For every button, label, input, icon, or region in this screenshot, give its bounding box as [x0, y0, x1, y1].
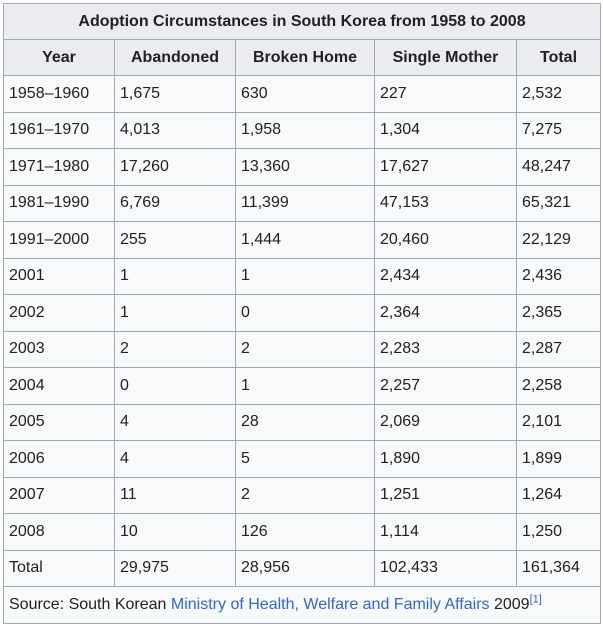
- source-year: 2009: [489, 596, 530, 613]
- cell-broken-home: 28,956: [236, 550, 375, 587]
- citation-link[interactable]: [1]: [529, 593, 542, 606]
- cell-total: 2,532: [517, 76, 601, 113]
- cell-total: 7,275: [517, 112, 601, 149]
- cell-single-mother: 1,251: [375, 477, 517, 514]
- table-row: [4, 76, 601, 113]
- source-note: [4, 587, 601, 624]
- table-row: [4, 514, 601, 551]
- cell-total: 65,321: [517, 185, 601, 222]
- cell-year: 1961–1970: [4, 112, 115, 149]
- cell-abandoned: 0: [115, 368, 236, 405]
- citation-superscript: [530, 594, 542, 606]
- table-row: [4, 258, 601, 295]
- column-header-abandoned: Abandoned: [115, 40, 236, 76]
- cell-year: 2004: [4, 368, 115, 405]
- cell-abandoned: 1: [115, 258, 236, 295]
- table-row: [4, 112, 601, 149]
- table-row: [4, 477, 601, 514]
- cell-abandoned: 1,675: [115, 76, 236, 113]
- cell-year: 2008: [4, 514, 115, 551]
- cell-single-mother: 1,304: [375, 112, 517, 149]
- table-row: [4, 441, 601, 478]
- cell-year: Total: [4, 550, 115, 587]
- cell-total: 2,101: [517, 404, 601, 441]
- cell-broken-home: 2: [236, 331, 375, 368]
- cell-year: 2006: [4, 441, 115, 478]
- cell-single-mother: 1,890: [375, 441, 517, 478]
- cell-abandoned: 11: [115, 477, 236, 514]
- cell-broken-home: 630: [236, 76, 375, 113]
- cell-broken-home: 1,958: [236, 112, 375, 149]
- cell-total: 2,287: [517, 331, 601, 368]
- table-row: [4, 368, 601, 405]
- column-header-total: Total: [517, 40, 601, 76]
- cell-abandoned: 2: [115, 331, 236, 368]
- cell-broken-home: 1: [236, 258, 375, 295]
- cell-total: 1,264: [517, 477, 601, 514]
- cell-single-mother: 227: [375, 76, 517, 113]
- cell-broken-home: 5: [236, 441, 375, 478]
- adoption-table: [3, 3, 601, 624]
- cell-abandoned: 255: [115, 222, 236, 259]
- cell-broken-home: 1,444: [236, 222, 375, 259]
- cell-total: 48,247: [517, 149, 601, 186]
- table-row: [4, 331, 601, 368]
- table-caption: Adoption Circumstances in South Korea from 1958 to 2008: [4, 4, 601, 40]
- cell-single-mother: 1,114: [375, 514, 517, 551]
- column-header-broken-home: Broken Home: [236, 40, 375, 76]
- cell-year: 2007: [4, 477, 115, 514]
- cell-broken-home: 2: [236, 477, 375, 514]
- cell-year: 2003: [4, 331, 115, 368]
- cell-single-mother: 17,627: [375, 149, 517, 186]
- cell-total: 2,258: [517, 368, 601, 405]
- cell-year: 2002: [4, 295, 115, 332]
- cell-single-mother: 47,153: [375, 185, 517, 222]
- cell-abandoned: 4: [115, 441, 236, 478]
- cell-broken-home: 11,399: [236, 185, 375, 222]
- total-row: [4, 550, 601, 587]
- cell-total: 1,899: [517, 441, 601, 478]
- column-header-single-mother: Single Mother: [375, 40, 517, 76]
- cell-total: 2,436: [517, 258, 601, 295]
- cell-abandoned: 1: [115, 295, 236, 332]
- cell-single-mother: 20,460: [375, 222, 517, 259]
- cell-single-mother: 102,433: [375, 550, 517, 587]
- cell-single-mother: 2,257: [375, 368, 517, 405]
- cell-abandoned: 10: [115, 514, 236, 551]
- header-row: [4, 40, 601, 76]
- cell-single-mother: 2,364: [375, 295, 517, 332]
- cell-total: 161,364: [517, 550, 601, 587]
- source-prefix: Source: South Korean: [9, 596, 171, 613]
- cell-year: 1971–1980: [4, 149, 115, 186]
- cell-broken-home: 0: [236, 295, 375, 332]
- cell-single-mother: 2,069: [375, 404, 517, 441]
- cell-abandoned: 4,013: [115, 112, 236, 149]
- cell-broken-home: 28: [236, 404, 375, 441]
- cell-abandoned: 6,769: [115, 185, 236, 222]
- cell-single-mother: 2,434: [375, 258, 517, 295]
- cell-total: 2,365: [517, 295, 601, 332]
- table-row: [4, 295, 601, 332]
- table-row: [4, 185, 601, 222]
- table-row: [4, 404, 601, 441]
- cell-broken-home: 1: [236, 368, 375, 405]
- cell-total: 1,250: [517, 514, 601, 551]
- cell-abandoned: 4: [115, 404, 236, 441]
- cell-year: 2005: [4, 404, 115, 441]
- cell-year: 2001: [4, 258, 115, 295]
- table-row: [4, 149, 601, 186]
- ministry-link[interactable]: Ministry of Health, Welfare and Family Affairs: [170, 596, 490, 613]
- cell-year: 1981–1990: [4, 185, 115, 222]
- table-row: [4, 222, 601, 259]
- column-header-year: Year: [4, 40, 115, 76]
- cell-year: 1991–2000: [4, 222, 115, 259]
- cell-broken-home: 126: [236, 514, 375, 551]
- cell-abandoned: 17,260: [115, 149, 236, 186]
- cell-abandoned: 29,975: [115, 550, 236, 587]
- cell-total: 22,129: [517, 222, 601, 259]
- cell-broken-home: 13,360: [236, 149, 375, 186]
- cell-year: 1958–1960: [4, 76, 115, 113]
- cell-single-mother: 2,283: [375, 331, 517, 368]
